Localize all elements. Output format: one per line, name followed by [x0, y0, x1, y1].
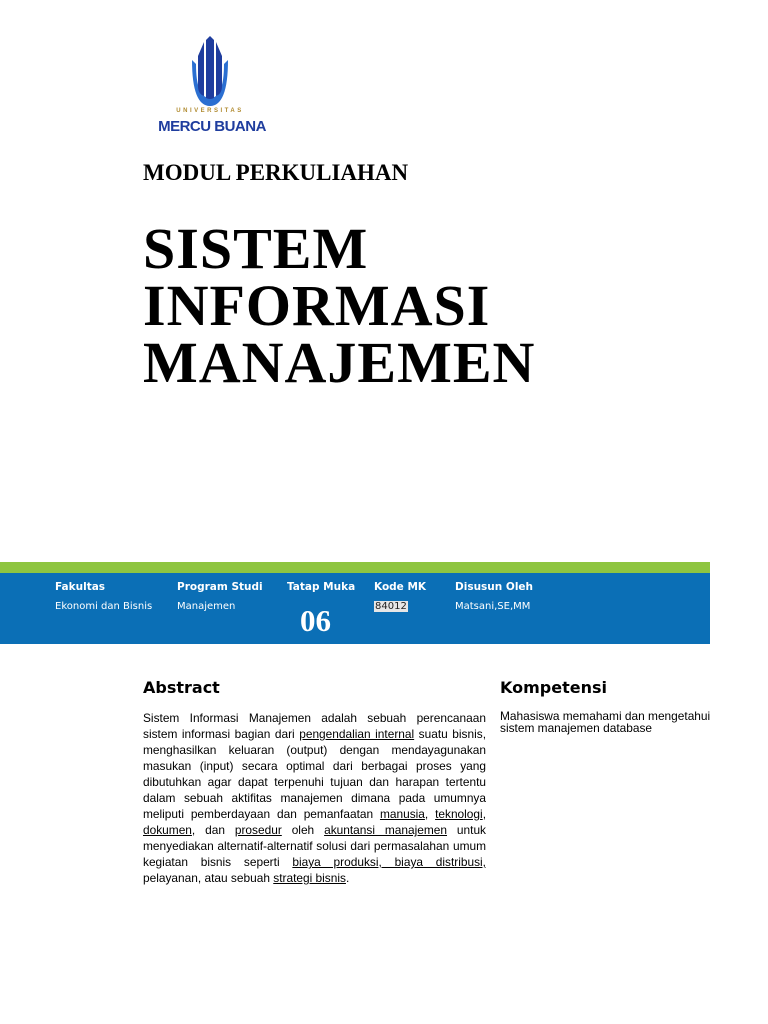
program-studi-label: Program Studi — [177, 581, 263, 593]
link-prosedur[interactable]: prosedur — [234, 823, 282, 837]
mercu-buana-mark-icon — [182, 36, 238, 108]
kode-mk-label: Kode MK — [374, 581, 427, 593]
link-manusia[interactable]: manusia — [379, 807, 425, 821]
link-teknologi[interactable]: teknologi — [435, 807, 483, 821]
modul-label: MODUL PERKULIAHAN — [143, 160, 409, 185]
university-logo — [142, 36, 278, 140]
kompetensi-body: Mahasiswa memahami dan mengetahui sistem manajemen database — [500, 709, 711, 735]
abstract-heading: Abstract — [143, 678, 220, 697]
module-title — [143, 216, 536, 395]
kompetensi-heading: Kompetensi — [500, 678, 607, 697]
title-line-3: MANAJEMEN — [143, 330, 536, 395]
link-strategi-bisnis[interactable]: strategi bisnis — [273, 871, 346, 885]
disusun-oleh-label: Disusun Oleh — [455, 581, 534, 593]
link-akuntansi-manajemen[interactable]: akuntansi manajemen — [324, 823, 448, 837]
logo-university-name: MERCU BUANA — [158, 118, 266, 135]
tatap-muka-value: 06 — [300, 603, 331, 638]
green-accent-bar — [0, 562, 710, 573]
course-info-bar — [0, 573, 710, 644]
link-biaya-produksi-distribusi[interactable]: biaya produksi, biaya distribusi, — [292, 855, 486, 869]
fakultas-value: Ekonomi dan Bisnis — [55, 601, 153, 612]
kode-mk-value: 84012 — [375, 601, 407, 612]
link-pengendalian-internal[interactable]: pengendalian internal — [299, 727, 415, 741]
fakultas-label: Fakultas — [55, 581, 106, 593]
logo-universitas-text: UNIVERSITAS — [176, 108, 244, 114]
title-line-2: INFORMASI — [143, 273, 491, 338]
link-dokumen[interactable]: dokumen — [143, 823, 192, 837]
disusun-oleh-value: Matsani,SE,MM — [455, 601, 531, 612]
program-studi-value: Manajemen — [177, 601, 236, 612]
title-line-1: SISTEM — [143, 216, 369, 281]
tatap-muka-label: Tatap Muka — [287, 581, 356, 593]
abstract-body: Sistem Informasi Manajemen adalah sebuah perencanaan sistem informasi bagian dari pengendalian internal suatu bisnis, menghasilkan keluaran (output) dengan mendayagunakan masukan (input) secara optimal dari berbagai proses yang dibutuhkan agar dapat terpenuhi tujuan dan harapan tertentu dalam sebuah aktifitas manajemen dimana pada umumnya meliputi pemberdayaan dan pemanfaatan manusia, teknologi, dokumen, dan prosedur oleh akuntansi manajemen untuk menyediakan alternatif-alternatif solusi dari permasalahan umum kegiatan bisnis seperti biaya produksi, biaya distribusi, pelayanan, atau sebuah strategi bisnis. — [143, 711, 486, 885]
